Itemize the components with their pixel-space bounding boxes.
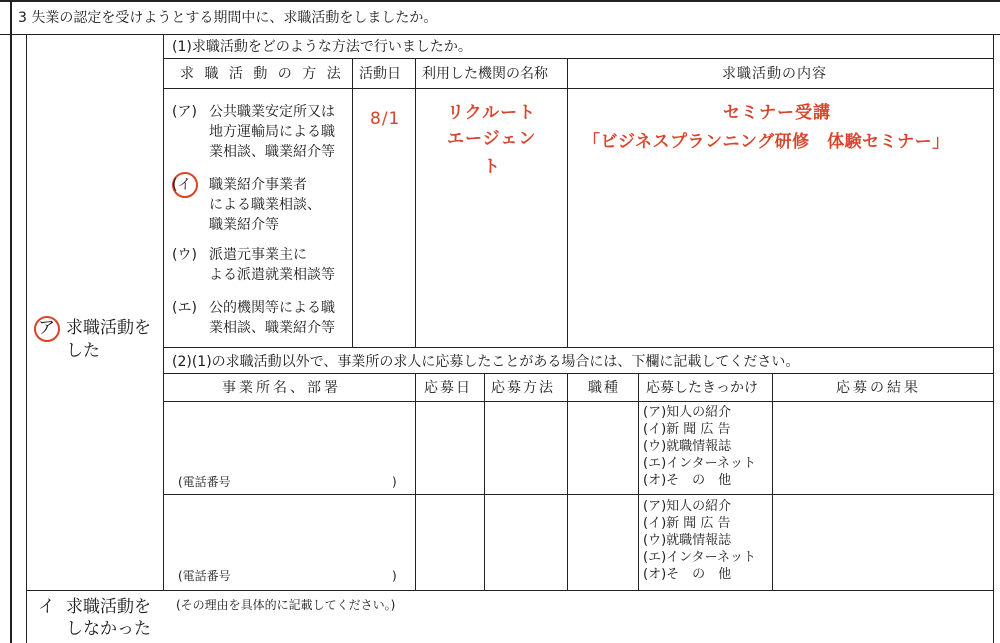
s2-header-office: 事業所名、部署: [222, 380, 341, 396]
s1-header-date: 活動日: [359, 66, 401, 82]
entry-agency-line1[interactable]: リクルート: [447, 103, 537, 123]
entry-content-line1[interactable]: セミナー受講: [723, 103, 831, 123]
method-a-line3: 業相談、職業紹介等: [209, 144, 335, 160]
method-e-line2: 業相談、職業紹介等: [209, 320, 335, 336]
row2-trigger-e[interactable]: (エ)インターネット: [643, 550, 756, 565]
outer-left-border: [10, 0, 12, 643]
option-i-label-line1: 求職活動を: [66, 597, 151, 617]
method-u-mark[interactable]: (ウ): [172, 247, 197, 263]
s1-bottom: [163, 347, 993, 348]
s1-col-method-end: [352, 58, 353, 347]
row1-trigger-o[interactable]: (オ)そ の 他: [643, 473, 732, 488]
s2-col-method-end: [567, 373, 568, 590]
method-e-line1: 公的機関等による職: [209, 300, 335, 316]
row1-trigger-u[interactable]: (ウ)就職情報誌: [643, 439, 732, 454]
method-i-line1: 職業紹介事業者: [209, 177, 307, 193]
option-i-mark[interactable]: イ: [38, 597, 55, 617]
row1-phone-label: (電話番号: [178, 475, 231, 489]
row2-trigger-u[interactable]: (ウ)就職情報誌: [643, 533, 732, 548]
method-e-mark[interactable]: (エ): [172, 300, 197, 316]
option-a-label-line2: した: [66, 341, 100, 361]
row2-trigger-a[interactable]: (ア)知人の紹介: [643, 499, 732, 514]
entry-agency-line2[interactable]: エージェン: [447, 129, 537, 149]
table-border-top: [0, 0, 1000, 2]
s2-title-bottom: [163, 373, 993, 374]
s2-header-method: 応募方法: [491, 380, 555, 396]
s1-col-agency-end: [567, 58, 568, 347]
question-title: 3 失業の認定を受けようとする期間中に、求職活動をしましたか。: [18, 10, 438, 26]
row1-trigger-i[interactable]: (イ)新 聞 広 告: [643, 422, 731, 437]
section2-title: (2)(1)の求職活動以外で、事業所の求人に応募したことがある場合には、下欄に記載してください。: [172, 354, 800, 370]
entry-content-line2[interactable]: 「ビジネスプランニング研修 体験セミナー」: [583, 132, 950, 152]
s2-header-trigger: 応募したきっかけ: [646, 380, 758, 396]
method-a-line1: 公共職業安定所又は: [209, 104, 335, 120]
s2-header-result: 応募の結果: [836, 380, 921, 396]
row2-trigger-i[interactable]: (イ)新 聞 広 告: [643, 516, 731, 531]
s2-col-type-end: [638, 373, 639, 590]
s1-header-method: 求 職 活 動 の 方 法: [180, 66, 344, 82]
entry-date[interactable]: 8/1: [370, 109, 401, 129]
s1-header-content: 求職活動の内容: [722, 66, 827, 82]
s2-bottom: [26, 590, 993, 591]
s1-title-bottom: [163, 58, 993, 59]
s2-header-type: 職種: [588, 380, 620, 396]
section1-title: (1)求職活動をどのような方法で行いましたか。: [172, 39, 472, 55]
s2-row1-bottom: [163, 494, 993, 495]
no-activity-reason-note[interactable]: (その理由を具体的に記載してください。): [176, 598, 396, 612]
s1-col-date-end: [415, 58, 416, 347]
option-a-mark[interactable]: ア: [38, 318, 55, 338]
method-u-line2: よる派遣就業相談等: [209, 267, 335, 283]
right-border: [993, 34, 994, 643]
option-a-label-line1: 求職活動を: [66, 318, 151, 338]
option-i-label-line2: しなかった: [66, 619, 151, 639]
row1-trigger-e[interactable]: (エ)インターネット: [643, 456, 756, 471]
title-divider: [0, 34, 1000, 35]
entry-agency-line3[interactable]: ト: [483, 157, 501, 177]
method-a-line2: 地方運輸局による職: [209, 124, 335, 140]
row1-phone-close: ): [392, 475, 397, 489]
s2-header-date: 応募日: [424, 380, 472, 396]
s1-header-bottom: [163, 88, 993, 89]
s2-header-bottom: [163, 401, 993, 402]
s1-header-agency: 利用した機関の名称: [422, 66, 548, 82]
row2-phone-close: ): [392, 569, 397, 583]
method-u-line1: 派遣元事業主に: [209, 247, 307, 263]
method-a-mark[interactable]: (ア): [172, 104, 197, 120]
s2-col-office-end: [415, 373, 416, 590]
row1-trigger-a[interactable]: (ア)知人の紹介: [643, 405, 732, 420]
options-column-border: [163, 34, 164, 590]
method-i-line3: 職業紹介等: [209, 217, 279, 233]
s2-col-date-end: [484, 373, 485, 590]
method-i-line2: による職業相談、: [209, 197, 321, 213]
row2-phone-label: (電話番号: [178, 569, 231, 583]
s2-col-trigger-end: [772, 373, 773, 590]
inner-left-border: [26, 34, 27, 643]
row2-trigger-o[interactable]: (オ)そ の 他: [643, 567, 732, 582]
method-i-mark[interactable]: (イ: [172, 177, 192, 193]
